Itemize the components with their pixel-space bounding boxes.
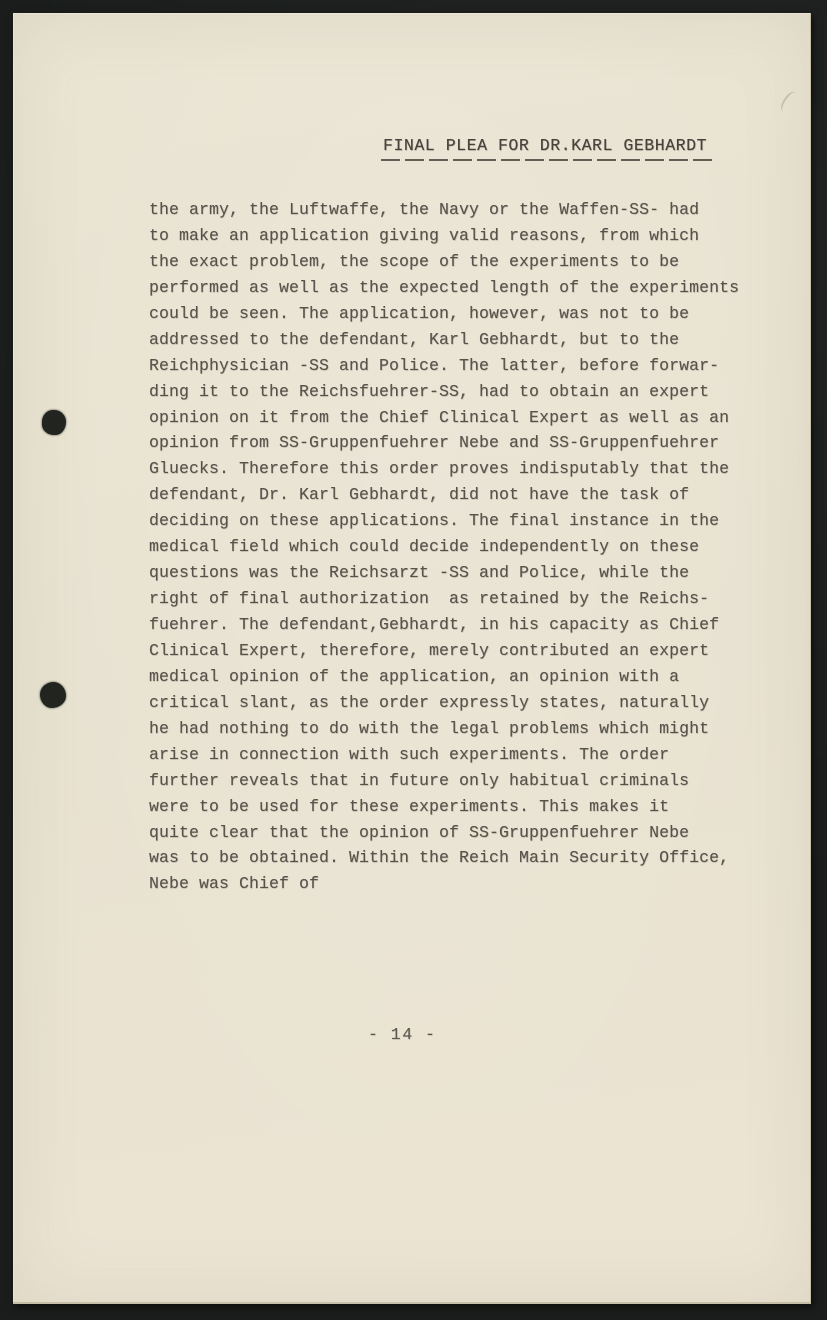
text-line: the exact problem, the scope of the experiments to be [149,251,680,271]
paper-crease-mark [778,89,804,117]
text-line: ding it to the Reichsfuehrer-SS, had to obtain an expert [149,381,710,401]
text-line: quite clear that the opinion of SS-Gruppenfuehrer Nebe [149,822,690,842]
document-page [13,13,811,1304]
text-line: could be seen. The application, however, was not to be [149,303,690,323]
text-line: critical slant, as the order expressly states, naturally [149,692,710,712]
text-line: he had nothing to do with the legal problems which might [149,718,710,738]
text-line: opinion from SS-Gruppenfuehrer Nebe and SS-Gruppenfuehrer [149,433,720,453]
text-line: performed as well as the expected length of the experiments [149,277,740,297]
text-line: Gluecks. Therefore this order proves indisputably that the [149,459,730,479]
hole-punch-bottom [40,682,66,708]
text-line: opinion on it from the Chief Clinical Expert as well as an [149,407,730,427]
text-line: Nebe was Chief of [149,874,320,894]
hole-punch-top [42,410,66,435]
page-number: - 14 - [368,1025,437,1044]
text-line: fuehrer. The defendant,Gebhardt, in his capacity as Chief [149,615,720,634]
text-line: arise in connection with such experiments. The order [149,744,670,764]
text-line: right of final authorization as retained by the Reichs- [149,589,710,609]
text-line: addressed to the defendant, Karl Gebhardt, but to the [149,329,680,349]
text-line: questions was the Reichsarzt -SS and Police, while the [149,563,690,583]
text-line: were to be used for these experiments. This makes it [149,796,670,816]
text-line: deciding on these applications. The final instance in the [149,511,720,531]
document-title: FINAL PLEA FOR DR.KARL GEBHARDT [383,136,707,155]
text-line: Clinical Expert, therefore, merely contributed an expert [149,640,710,660]
text-line: defendant, Dr. Karl Gebhardt, did not have the task of [149,485,690,505]
text-line: the army, the Luftwaffe, the Navy or the Waffen-SS- had [149,200,700,219]
text-line: further reveals that in future only habitual criminals [149,770,690,790]
text-line: to make an application giving valid reasons, from which [149,225,700,245]
text-line: medical opinion of the application, an opinion with a [149,666,680,686]
document-body [149,197,739,897]
text-line: Reichphysician -SS and Police. The latter, before forwar- [149,355,720,375]
title-underline [381,159,715,161]
text-line: was to be obtained. Within the Reich Main Security Office, [149,848,730,868]
text-line: medical field which could decide independently on these [149,537,700,557]
